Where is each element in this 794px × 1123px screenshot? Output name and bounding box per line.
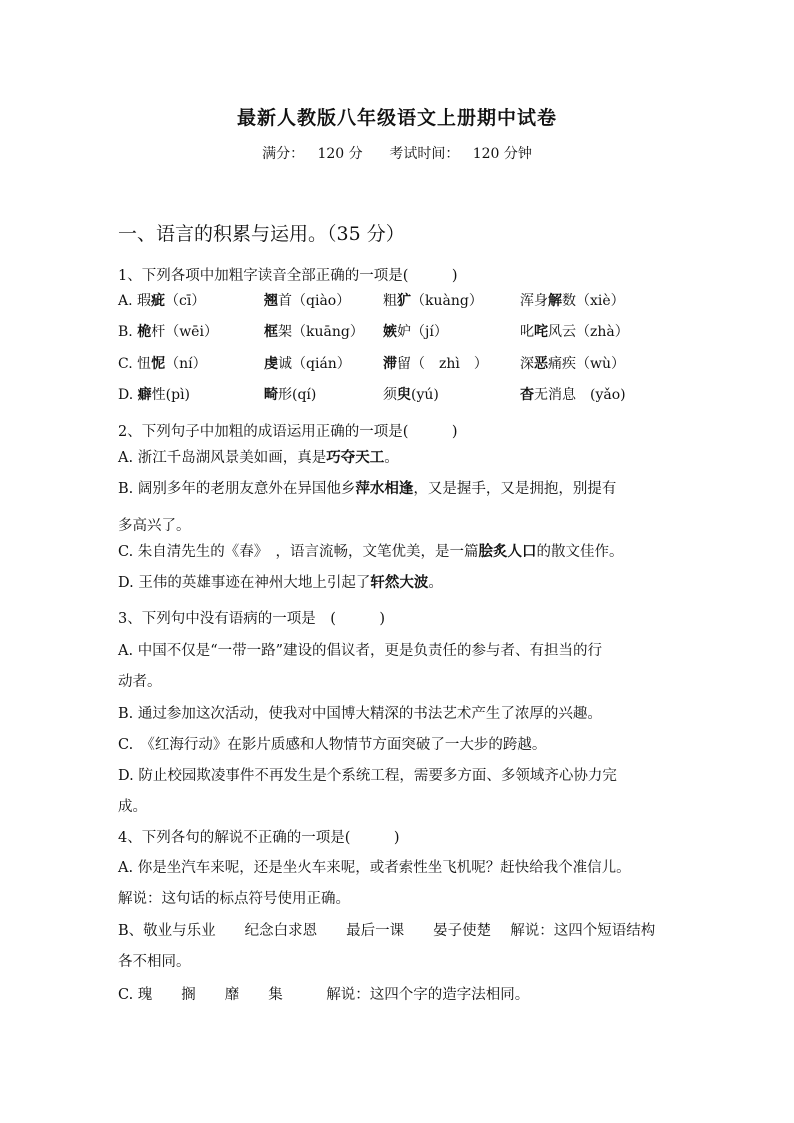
option-text: 的散文佳作。 [536, 544, 624, 560]
option-text: 叱 [520, 324, 534, 340]
option-text: 留（ zhì ） [397, 356, 488, 372]
question-1-option-b-item-4 [520, 321, 629, 341]
option-text: 痛疾（wù） [548, 356, 625, 372]
question-1-option-a-item-1 [118, 290, 205, 310]
option-text: （kuàng） [411, 293, 483, 309]
score-label: 满分： [262, 146, 305, 162]
score-value: 120 分 [317, 146, 363, 162]
option-text: 杆（wēi） [151, 324, 218, 340]
question-1-option-a-item-3 [383, 290, 483, 310]
bold-character: 虔 [264, 356, 278, 372]
time-value: 120 分钟 [472, 146, 532, 162]
option-text: D. 王伟的英雄事迹在神州大地上引起了 [118, 575, 371, 591]
question-1-option-a-item-2 [264, 290, 350, 310]
option-text: （ní） [165, 356, 207, 372]
option-text: 首（qiào） [278, 293, 351, 309]
option-text: 性(pì) [151, 387, 191, 403]
question-3-option-a: A. 中国不仅是“一带一路”建设的倡议者，更是负责任的参与者、有担当的行 [118, 643, 603, 659]
option-text: 。 [428, 575, 443, 591]
bold-character: 恶 [534, 356, 548, 372]
question-2-stem: 2、下列句子中加粗的成语运用正确的一项是( ) [118, 424, 458, 440]
option-text: 数（xiè） [562, 293, 625, 309]
option-bold-idiom: 脍炙人口 [478, 543, 537, 560]
question-4-option-b: B、敬业与乐业 纪念白求恩 最后一课 晏子使楚 解说：这四个短语结构 [118, 923, 656, 939]
bold-character: 框 [264, 324, 278, 340]
question-3-stem: 3、下列句中没有语病的一项是 ( ) [118, 611, 386, 627]
question-1-option-d-item-4 [520, 384, 626, 404]
question-4-option-a-explanation: 解说：这句话的标点符号使用正确。 [118, 891, 350, 907]
bold-character: 癖 [137, 387, 152, 403]
question-4-option-a: A. 你是坐汽车来呢，还是坐火车来呢，或者索性坐飞机呢？赶快给我个准信儿。 [118, 860, 631, 876]
time-label: 考试时间： [389, 146, 460, 162]
option-text: A. 瑕 [118, 293, 152, 309]
option-bold-idiom: 萍水相逢 [355, 480, 414, 497]
bold-character: 解 [548, 293, 562, 309]
bold-character: 犷 [397, 293, 411, 309]
bold-character: 臾 [397, 387, 411, 403]
question-2-option-d [118, 571, 443, 592]
question-1-option-d-item-1 [118, 384, 190, 404]
question-1-option-d-item-3 [383, 384, 439, 404]
question-3-option-d-continued: 成。 [118, 799, 147, 815]
option-text: 浑身 [520, 293, 548, 309]
option-text: 诚（qián） [278, 356, 351, 372]
question-4-option-b-continued: 各不相同。 [118, 954, 191, 970]
option-text: (yú) [411, 387, 439, 403]
bold-character: 怩 [151, 356, 166, 372]
option-text: （cī） [165, 293, 206, 309]
option-text: 须 [383, 387, 397, 403]
bold-character: 滞 [383, 356, 397, 372]
question-1-option-c-item-1 [118, 353, 207, 373]
question-1-option-b-item-3 [383, 321, 448, 341]
option-text: A. 浙江千岛湖风景美如画，真是 [118, 450, 327, 466]
question-1-option-b-item-1 [118, 321, 218, 341]
question-1-option-c-item-2 [264, 353, 351, 373]
option-text: D. [118, 387, 138, 403]
option-text: B. [118, 324, 138, 340]
question-2-option-a [118, 446, 399, 467]
bold-character: 咤 [534, 324, 548, 340]
question-4-option-c: C. 瑰 搁 靡 集 解说：这四个字的造字法相同。 [118, 987, 530, 1003]
question-1-option-b-item-2 [264, 321, 364, 341]
bold-character: 桅 [137, 324, 152, 340]
option-bold-idiom: 轩然大波 [370, 574, 429, 591]
option-text: 风云（zhà） [548, 324, 629, 340]
section-heading: 一、语言的积累与运用。（35 分） [118, 223, 405, 245]
bold-character: 畸 [264, 387, 278, 403]
bold-character: 嫉 [383, 324, 397, 340]
question-1-option-c-item-3 [383, 353, 488, 373]
page-title: 最新人教版八年级语文上册期中试卷 [236, 107, 557, 129]
option-text: 深 [520, 356, 534, 372]
option-text: C. 朱自清先生的《春》 ，语言流畅，文笔优美，是一篇 [118, 544, 479, 560]
option-text: 粗 [383, 293, 397, 309]
bold-character: 杳 [520, 387, 534, 403]
question-1-stem: 1、下列各项中加粗字读音全部正确的一项是( ) [118, 268, 458, 284]
question-1-option-c-item-4 [520, 353, 625, 373]
option-text: 妒（jí） [397, 324, 448, 340]
option-text: C. 忸 [118, 356, 152, 372]
question-2-option-b [118, 477, 616, 498]
question-3-option-a-continued: 动者。 [118, 674, 162, 690]
question-2-option-c [118, 540, 624, 561]
question-1-option-a-item-4 [520, 290, 625, 310]
bold-character: 翘 [264, 293, 278, 309]
question-2-option-b-continued: 多高兴了。 [118, 518, 191, 534]
bold-character: 疵 [151, 293, 166, 309]
question-1-option-d-item-2 [264, 384, 316, 404]
option-text: 形(qí) [278, 387, 317, 403]
option-text: 。 [384, 450, 399, 466]
option-bold-idiom: 巧夺天工 [326, 449, 385, 466]
option-text: 架（kuāng） [278, 324, 364, 340]
question-3-option-d: D. 防止校园欺凌事件不再发生是个系统工程，需要多方面、多领域齐心协力完 [118, 768, 617, 784]
question-4-stem: 4、下列各句的解说不正确的一项是( ) [118, 830, 400, 846]
exam-meta [0, 143, 794, 163]
option-text: ，又是握手，又是拥抱，别提有 [413, 481, 617, 497]
question-3-option-b: B. 通过参加这次活动，使我对中国博大精深的书法艺术产生了浓厚的兴趣。 [118, 706, 602, 722]
option-text: B. 阔别多年的老朋友意外在异国他乡 [118, 481, 356, 497]
option-text: 无消息 (yǎo) [534, 387, 626, 403]
question-3-option-c: C. 《红海行动》在影片质感和人物情节方面突破了一大步的跨越。 [118, 737, 547, 753]
